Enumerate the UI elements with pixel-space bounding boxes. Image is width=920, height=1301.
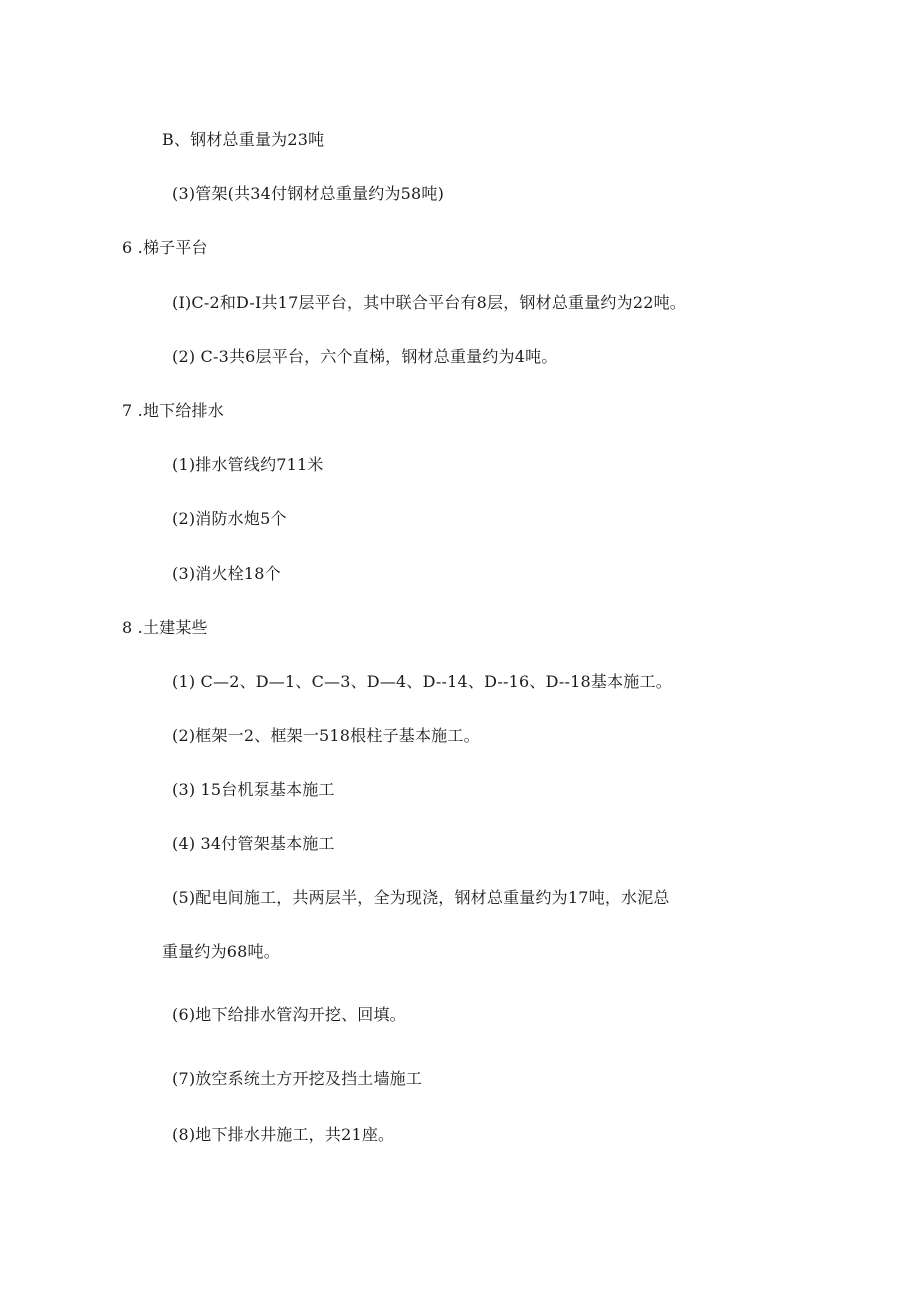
section-heading-ladder-platform: 6 .梯子平台 xyxy=(122,238,208,257)
civil-item-8: (8)地下排水井施工，共21座。 xyxy=(172,1125,395,1144)
section-heading-civil: 8 .土建某些 xyxy=(122,618,208,637)
drainage-item-2: (2)消防水炮5个 xyxy=(172,509,287,528)
civil-item-5: (5)配电间施工，共两层半，全为现浇，钢材总重量约为17吨，水泥总 xyxy=(172,888,670,907)
steel-weight-b: B、钢材总重量为23吨 xyxy=(162,130,325,149)
pipe-rack-item: (3)管架(共34付钢材总重量约为58吨) xyxy=(172,184,445,203)
platform-item-1: (I)C-2和D-I共17层平台，其中联合平台有8层，钢材总重量约为22吨。 xyxy=(172,293,686,312)
civil-item-3: (3) 15台机泵基本施工 xyxy=(172,780,335,799)
civil-item-2: (2)框架一2、框架一518根柱子基本施工。 xyxy=(172,726,480,745)
civil-item-5-continued: 重量约为68吨。 xyxy=(162,942,280,961)
section-heading-drainage: 7 .地下给排水 xyxy=(122,401,224,420)
drainage-item-3: (3)消火栓18个 xyxy=(172,564,281,583)
civil-item-4: (4) 34付管架基本施工 xyxy=(172,834,335,853)
civil-item-1: (1) C—2、D—1、C—3、D—4、D--14、D--16、D--18基本施工。 xyxy=(172,672,672,691)
civil-item-6: (6)地下给排水管沟开挖、回填。 xyxy=(172,1005,406,1024)
drainage-item-1: (1)排水管线约711米 xyxy=(172,455,324,474)
platform-item-2: (2) C-3共6层平台，六个直梯，钢材总重量约为4吨。 xyxy=(172,347,558,366)
civil-item-7: (7)放空系统土方开挖及挡土墙施工 xyxy=(172,1069,423,1088)
